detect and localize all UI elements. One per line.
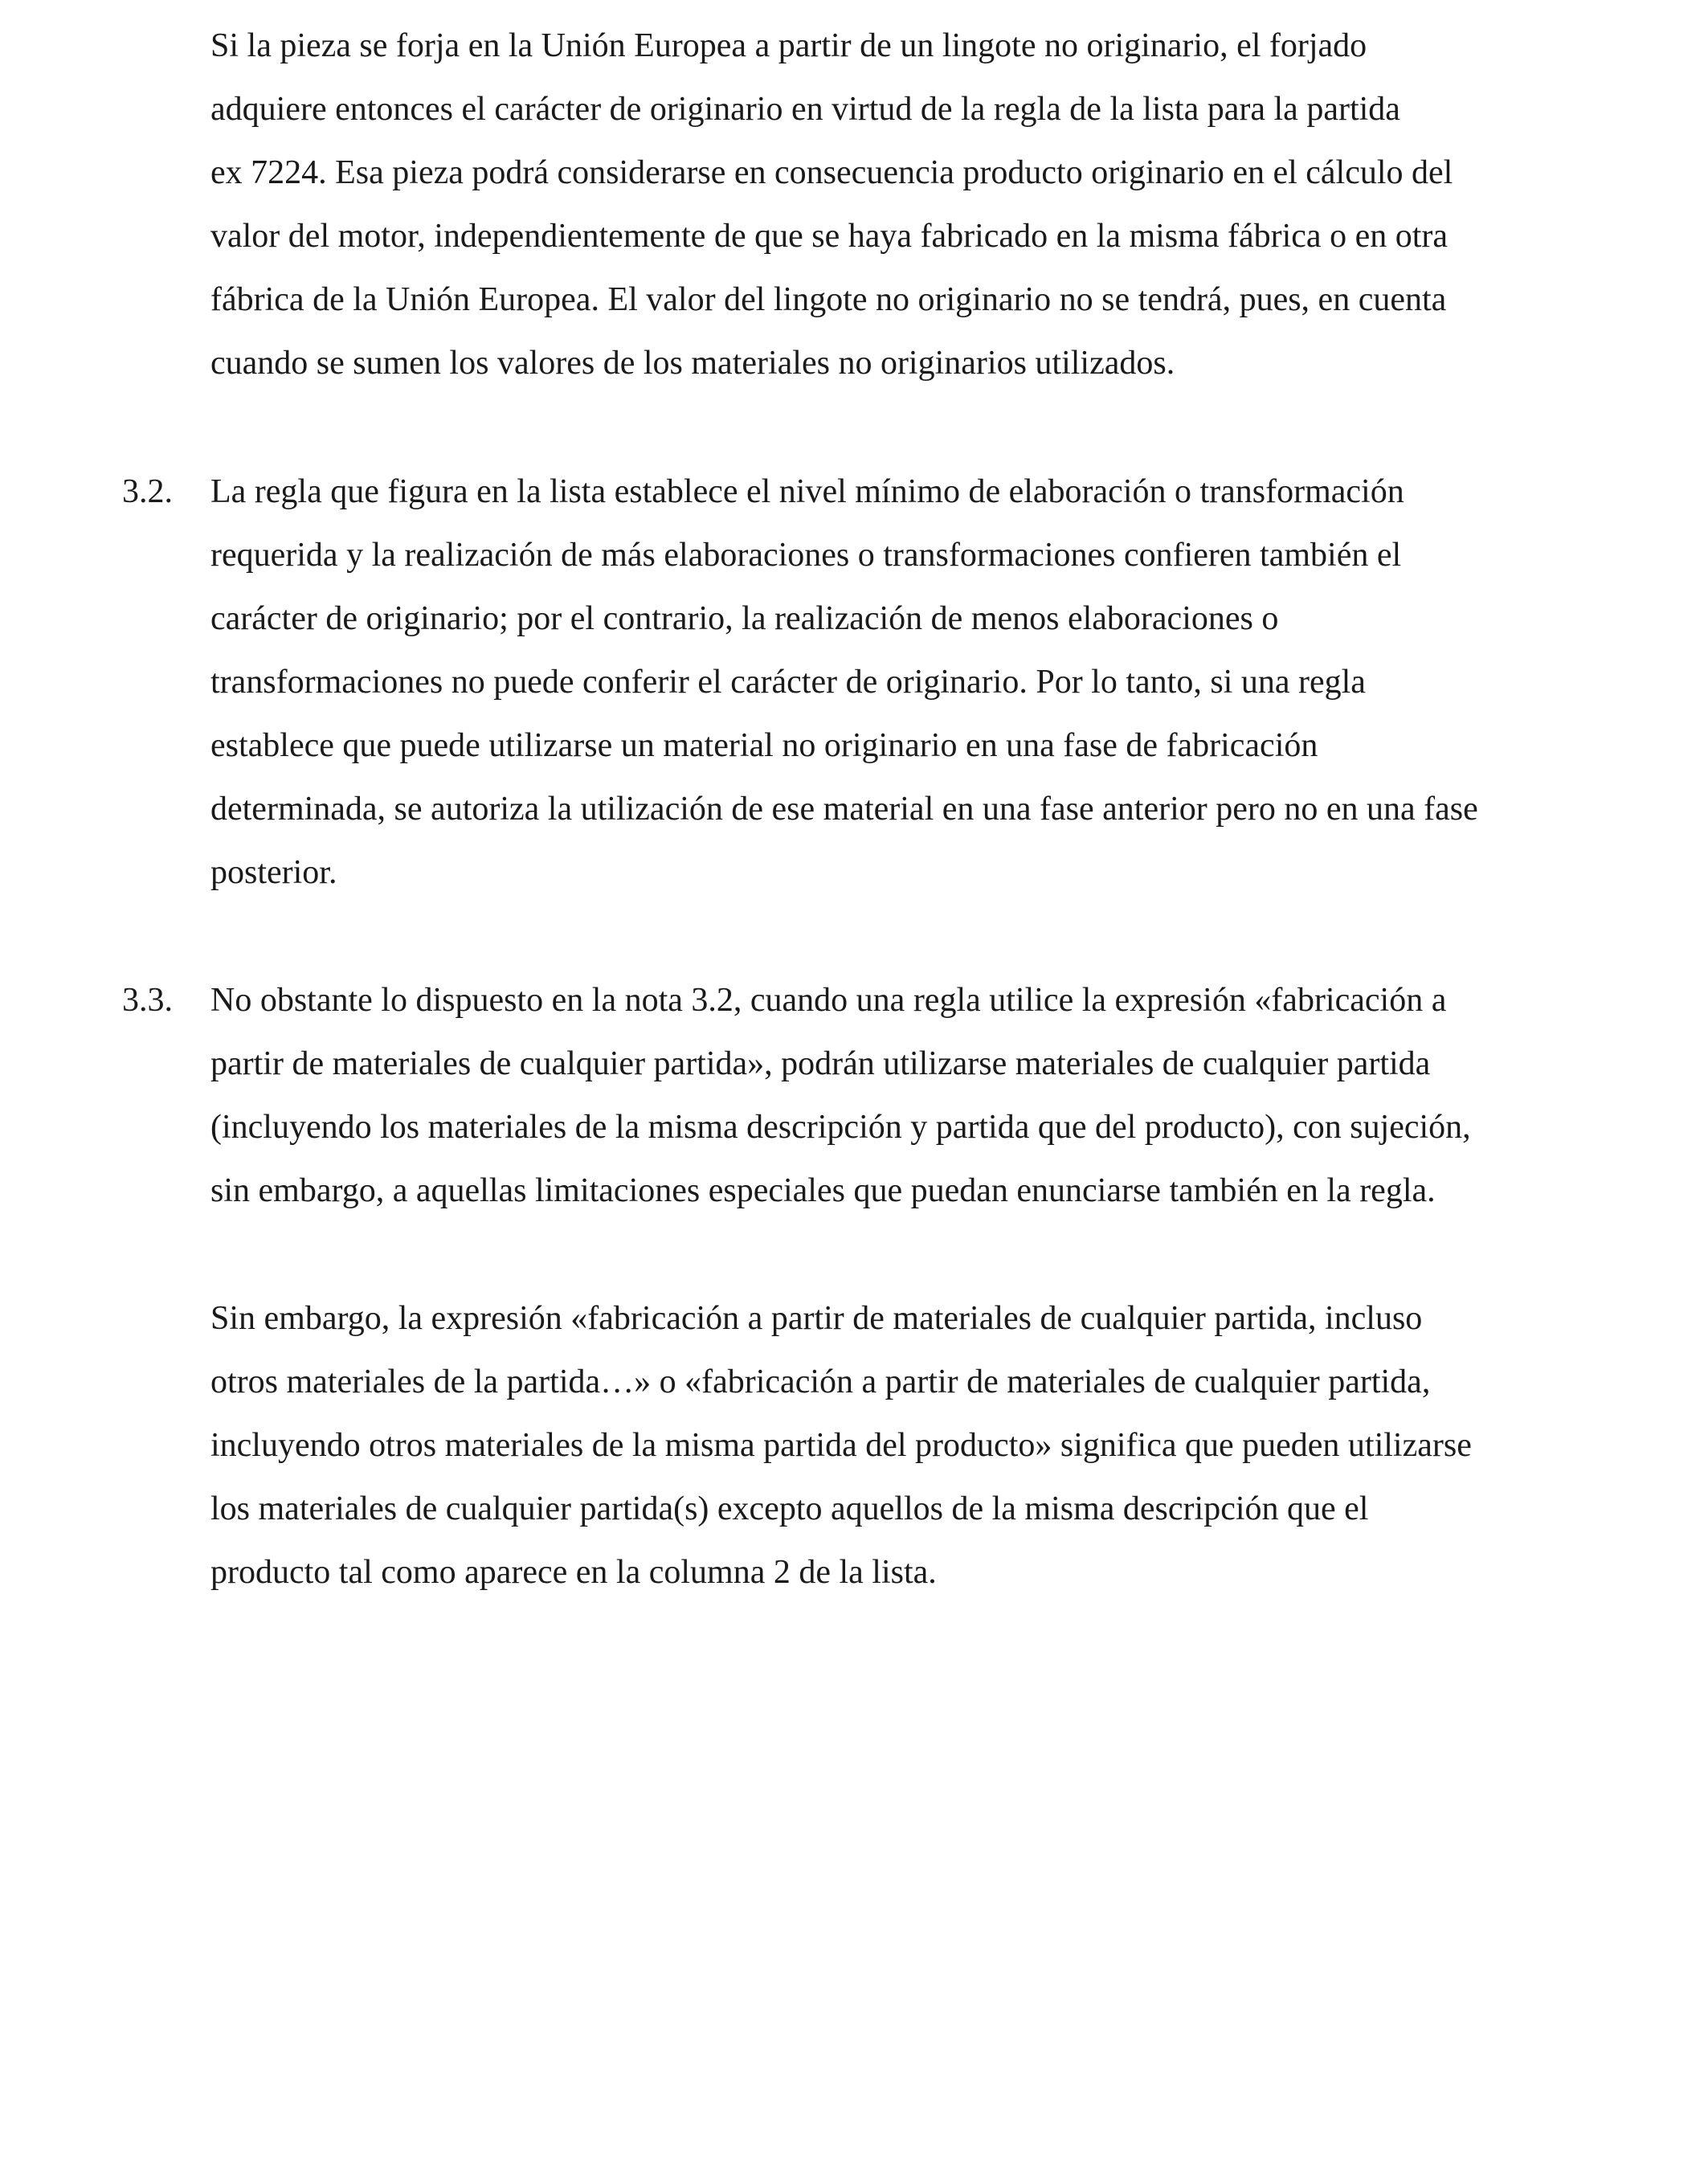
section-3-3-continued-paragraph (210, 1287, 1608, 1605)
text-line: transformaciones no puede conferir el carácter de originario. Por lo tanto, si una regla (210, 664, 1366, 701)
text-line: adquiere entonces el carácter de originario en virtud de la regla de la lista para la partida (210, 91, 1400, 128)
text-line: valor del motor, independientemente de que se haya fabricado en la misma fábrica o en otra (210, 218, 1449, 255)
section-3-2-paragraph (210, 460, 1608, 905)
text-line: establece que puede utilizarse un material no originario en una fase de fabricación (210, 727, 1318, 764)
text-line: cuando se sumen los valores de los materiales no originarios utilizados. (210, 345, 1175, 382)
text-line: requerida y la realización de más elaboraciones o transformaciones confieren también el (210, 537, 1402, 574)
text-line: Si la pieza se forja en la Unión Europea a partir de un lingote no originario, el forjado (210, 27, 1367, 64)
text-line: sin embargo, a aquellas limitaciones especiales que puedan enunciarse también en la regla. (210, 1172, 1436, 1209)
text-line: Sin embargo, la expresión «fabricación a partir de materiales de cualquier partida, incluso (210, 1300, 1423, 1337)
text-line: partir de materiales de cualquier partida», podrán utilizarse materiales de cualquier partida (210, 1045, 1431, 1082)
text-line: posterior. (210, 854, 337, 891)
text-line: los materiales de cualquier partida(s) excepto aquellos de la misma descripción que el (210, 1490, 1369, 1527)
text-line: No obstante lo dispuesto en la nota 3.2, cuando una regla utilice la expresión «fabricación a (210, 982, 1447, 1019)
text-line: fábrica de la Unión Europea. El valor del lingote no originario no se tendrá, pues, en cuenta (210, 281, 1447, 318)
text-line: producto tal como aparece en la columna 2 de la lista. (210, 1554, 937, 1591)
text-line: carácter de originario; por el contrario, la realización de menos elaboraciones o (210, 600, 1279, 637)
section-3-3-paragraph (210, 969, 1608, 1223)
text-line: determinada, se autoriza la utilización de ese material en una fase anterior pero no en una fase (210, 791, 1478, 828)
section-number-3-3: 3.3. (122, 982, 173, 1019)
intro-paragraph (210, 14, 1608, 395)
text-line: La regla que figura en la lista establece el nivel mínimo de elaboración o transformación (210, 473, 1404, 510)
text-line: otros materiales de la partida…» o «fabricación a partir de materiales de cualquier partida, (210, 1363, 1431, 1400)
section-number-3-2: 3.2. (122, 473, 173, 510)
text-line: incluyendo otros materiales de la misma partida del producto» significa que pueden utilizarse (210, 1427, 1472, 1464)
text-line: ex 7224. Esa pieza podrá considerarse en consecuencia producto originario en el cálculo del (210, 154, 1453, 191)
text-line: (incluyendo los materiales de la misma descripción y partida que del producto), con sujeción, (210, 1109, 1471, 1146)
